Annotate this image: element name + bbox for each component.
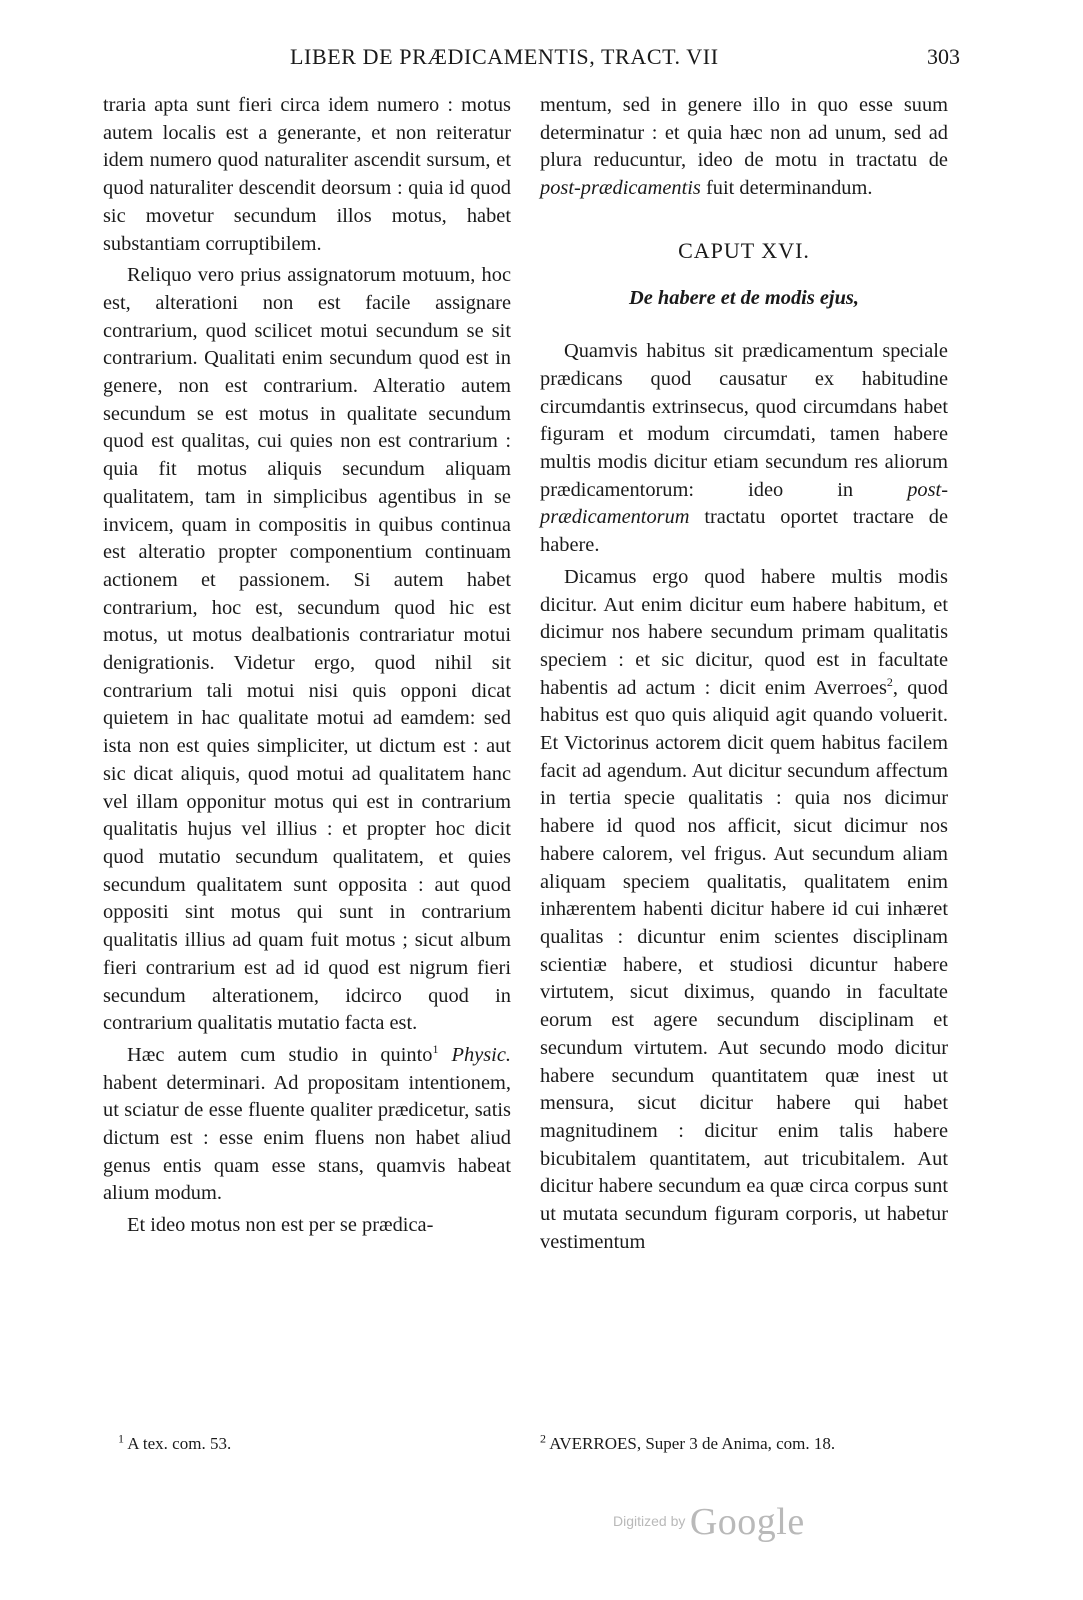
right-paragraph-3-text-b: , quod habitus est quo quis aliquid agit quando voluerit. Et Victorinus actorem dicit quem habitus facilem facit ad agendum. Aut dicitur secundum affectum in tertia specie qualitatis : quia nos dicimur habere id quod nos afficit, sicut dicimur nos habere calorem, vel frigus. Aut secundum aliam aliquam speciem qualitatis, qualitatem enim inhærentem habenti dicitur habere id cui inhæret qualitas : dicuntur enim scientes disciplinam scientiæ habere, et studiosi dicuntur habere virtutem, sicut diximus, quando in facultate eorum est agere secundum disciplinam et secundum virtutem. Aut secundo modo dicitur habere secundum quantitatem quæ inest ut mensura, sicut dicitur habere qui habet magnitudinem : dicitur enim talis habere bicubitalem quantitatem, aut tricubitalem. Aut dicitur habere secundum ea quæ circa corpus sunt ut mutata secundum figuram corporis, ut habetur vestimentum [540,676,948,1253]
right-paragraph-2 [540,338,948,560]
footnote-1-mark: 1 [118,1431,124,1446]
footnote-2 [540,1431,836,1454]
left-paragraph-3-text-b: habent determinari. Ad propositam intentionem, ut sciatur de esse fluente qualiter prædicetur, satis dictum est : esse enim fluens non habet aliud genus entis quam esse stans, quamvis habeat alium modum. [103,1071,511,1205]
right-paragraph-2-text-a: Quamvis habitus sit prædicamentum speciale prædicans quod causatur ex habitudine circumdantis extrinsecus, quod circumdans habet figuram et modum circumdati, tamen habere multis modis dicitur etiam secundum res aliorum prædicamentorum: ideo in [540,340,948,501]
right-paragraph-1-text-a: mentum, sed in genere illo in quo esse suum determinatur : et quia hæc non ad unum, sed ad plura reducuntur, ideo de motu in tractatu de [540,94,948,172]
right-paragraph-1-italic: post-prædicamentis [540,177,701,200]
footnote-1 [118,1431,232,1454]
left-paragraph-4: Et ideo motus non est per se prædica- [127,1214,434,1237]
left-paragraph-3 [103,1042,511,1208]
right-paragraph-1 [540,92,948,203]
digitization-watermark [613,1500,805,1544]
chapter-title: CAPUT XVI. [678,237,810,263]
right-paragraph-3-text-a: Dicamus ergo quod habere multis modis dicitur. Aut enim dicitur eum habere habitum, et dicimur nos habere secundum primam qualitatis speciem : et sic dicitur, quod est in facultate habentis ad actum : dicit enim Averroes [540,565,948,699]
chapter-subtitle: De habere et de modis ejus, [629,286,859,309]
right-paragraph-2-text-b: tractatu oportet tractare de habere. [540,506,948,557]
left-column [103,92,511,1240]
footnote-reference-2: 2 [886,674,893,689]
right-column [540,92,948,1256]
right-paragraph-3 [540,564,948,1257]
running-title: LIBER DE PRÆDICAMENTIS, TRACT. VII [290,44,719,69]
left-paragraph-2: Reliquo vero prius assignatorum motuum, hoc est, alterationi non est facile assignare contrarium, quod scilicet motui secundum se sit contrarium. Qualitati enim secundum quod est in genere, non est contrarium. Alteratio autem secundum se est motus in qualitate secundum quod est qualitas, cui quies non est contrarium : quia fit motus aliquis secundum aliquam qualitatem, tam in simplicibus agentibus in se invicem, quam in compositis in quibus continua est alteratio propter componentium continuam actionem et passionem. Si autem habet contrarium, hoc est, secundum quod hic est motus, ut motus dealbationis contrariatur motui denigrationis. Videtur ergo, quod nihil sit contrarium tali motui nisi quis opponi dicat quietem in hac qualitate motui ad eamdem: sed ista non est quies simpliciter, ut dictum est : aut sic dicat aliquis, quod motui ad qualitatem hanc vel illam opponitur motus qui est in contrarium qualitatis hujus vel illius : et propter hoc dicit quod mutatio secundum qualitatem, et quies secundum qualitatem sunt opposita : aut quod oppositi sint motus qui sunt in contrarium qualitatis illius ad quam fuit motus ; sicut album fieri contrarium est ad id quod est nigrum fieri secundum alterationem, idcirco quod in contrarium qualitatis mutatio facta est. [103,264,511,1035]
footnote-1-text: A tex. com. 53. [124,1434,232,1453]
page-number: 303 [927,44,960,69]
left-paragraph-3-text-a: Hæc autem cum studio in quinto [127,1043,433,1066]
footnote-2-text: AVERROES, Super 3 de Anima, com. 18. [546,1434,836,1453]
right-paragraph-2-italic: post-prædicamentorum [540,478,948,529]
right-paragraph-1-text-b: fuit determinandum. [700,177,873,200]
watermark-prefix: Digitized by [613,1513,686,1529]
footnote-reference-1: 1 [432,1042,439,1057]
left-paragraph-3-italic: Physic. [451,1043,511,1066]
footnote-2-mark: 2 [540,1431,546,1446]
left-paragraph-1: traria apta sunt fieri circa idem numero : motus autem localis est a generante, et non reiteratur idem numero quod naturaliter ascendit sursum, et quod naturaliter descendit deorsum : quia id quod sic movetur secundum illos motus, habet substantiam corruptibilem. [103,94,511,255]
google-logo: Google [689,1501,805,1543]
page-header [100,44,960,78]
